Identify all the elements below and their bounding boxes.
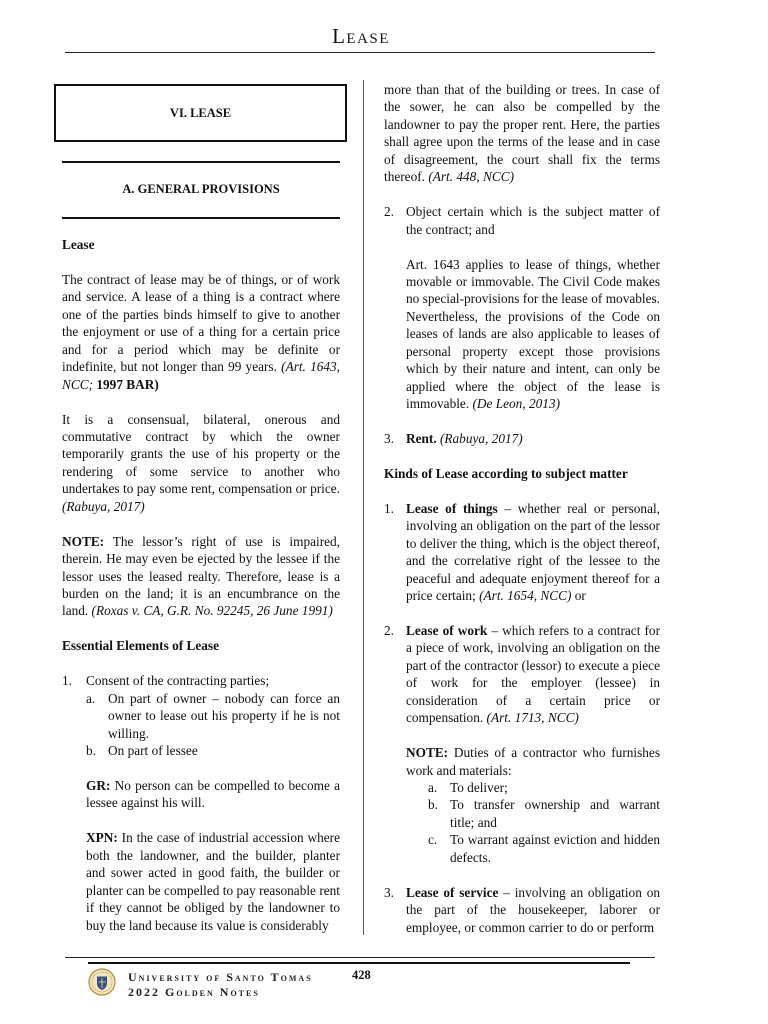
list-number: 3. <box>384 431 394 447</box>
list-number: 2. <box>384 204 394 220</box>
sub-list-item <box>428 796 660 831</box>
left-column <box>62 236 340 934</box>
xpn-label: XPN: <box>86 830 118 846</box>
lease-heading: Lease <box>62 237 95 252</box>
list-number: 1. <box>62 673 72 689</box>
citation: (Art. 1643, NCC; <box>62 359 340 392</box>
paragraph-text: Art. 1643 applies to lease of things, whether movable or immovable. The Civil Code makes no special-provisions for the lease of movables. Nevertheless, the provisions of the Code on leases of lands are also applicable to leases of personal property except those provisions which by their nature and intent, can only be applied where the object of the lease is immovable. <box>406 256 660 412</box>
list-item-text: – involving an obligation on the part of the housekeeper, laborer or employee, or common carrier to do or perform <box>406 884 660 935</box>
paragraph-text: The lessor’s right of use is impaired, therein. He may even be ejected by the lessee if the lessor uses the leased realty. Therefore, lease is a burden on the land; it is an encumbrance on the land. <box>62 533 340 619</box>
sub-list-item <box>428 779 660 796</box>
footer-publication: 2022 Golden Notes <box>128 985 260 999</box>
sub-list-item <box>86 690 340 742</box>
list-number: 1. <box>384 500 394 516</box>
list-item <box>384 203 660 238</box>
paragraph-text: It is a consensual, bilateral, onerous and commutative contract by which the owner temporarily grants the use of his property or the rendering of some service to another who undertakes to pay some rent, compensation or price. <box>62 411 340 497</box>
paragraph-text: Duties of a contractor who furnishes work and materials: <box>406 745 661 778</box>
sub-list-text: On part of owner – nobody can force an owner to lease out his property if he is not willing. <box>108 690 340 741</box>
sub-list-text: To deliver; <box>450 780 508 796</box>
list-item-body <box>406 622 660 727</box>
sub-list-text: To warrant against eviction and hidden defects. <box>450 832 660 865</box>
general-rule-paragraph <box>62 777 340 812</box>
lease-term: Lease of service <box>406 884 499 900</box>
list-item-text: – which refers to a contract for a piece of work, involving an obligation on the part of the contractor (lessor) to execute a piece of work for the employer (lessee) in consideration of a certain price or compensation. <box>406 622 661 726</box>
subsection-rule-top <box>62 161 340 163</box>
note-label: NOTE: <box>62 533 105 549</box>
footer-rule-thick <box>88 962 630 964</box>
right-column <box>384 81 660 936</box>
contractor-note <box>384 744 660 866</box>
sub-list-letter: a. <box>428 780 438 796</box>
list-item-body <box>406 884 660 936</box>
note-label: NOTE: <box>406 745 449 761</box>
section-title-box <box>54 84 347 142</box>
sub-list-letter: b. <box>428 797 438 813</box>
lease-term: Lease of work <box>406 622 488 638</box>
exception-paragraph <box>62 829 340 934</box>
list-item-text: Object certain which is the subject matter of the contract; and <box>406 204 660 237</box>
citation: (Rabuya, 2017) <box>439 431 523 447</box>
list-item <box>62 672 340 759</box>
contractor-note-intro <box>406 744 660 779</box>
column-divider <box>363 80 364 935</box>
essential-elements-heading: Essential Elements of Lease <box>62 638 219 654</box>
list-item-body <box>406 430 660 447</box>
header-rule <box>65 52 655 53</box>
note-paragraph <box>62 533 340 620</box>
art-1643-paragraph <box>384 256 660 413</box>
list-item <box>384 500 660 605</box>
list-item-text: – whether real or personal, involving an obligation on the part of the lessor to deliver the thing, which is the object thereof, and the correlative right of the lessee to the peaceful and adequate enjoyment thereof for a price certain; <box>406 500 660 604</box>
list-number: 2. <box>384 622 394 638</box>
lease-nature-paragraph <box>62 411 340 516</box>
contractor-duties-list <box>406 779 660 866</box>
list-number: 3. <box>384 884 394 900</box>
list-item-text: Consent of the contracting parties; <box>86 673 270 689</box>
section-title: VI. LEASE <box>169 106 232 120</box>
citation: (Art. 1713, NCC) <box>486 710 579 726</box>
sub-list-item <box>86 742 340 759</box>
sub-list-text: On part of lessee <box>108 743 198 759</box>
citation: (Roxas v. CA, G.R. No. 92245, 26 June 1991) <box>91 603 333 619</box>
footer-rule-thin <box>65 957 655 958</box>
gr-label: GR: <box>86 777 111 793</box>
list-item-body <box>86 672 340 759</box>
kinds-of-lease-heading: Kinds of Lease according to subject matter <box>384 465 628 481</box>
paragraph-text: No person can be compelled to become a lessee against his will. <box>86 777 340 811</box>
sub-list-item <box>428 831 660 866</box>
ust-seal-icon <box>88 968 116 996</box>
list-item-text: Rent. <box>406 431 437 447</box>
paragraph-text: The contract of lease may be of things, or of work and service. A lease of a thing is a contract where one of the parties binds himself to give to another the enjoyment or use of a thing for a certain price and for a period which may be definite or indefinite, but not longer than 99 years. <box>62 271 340 375</box>
list-item <box>384 884 660 936</box>
sub-list-text: To transfer ownership and warrant title; and <box>450 797 660 830</box>
citation: (Art. 448, NCC) <box>428 169 515 185</box>
list-item-body <box>406 500 660 605</box>
bar-reference: 1997 BAR) <box>96 376 159 392</box>
sub-list-letter: a. <box>86 690 96 706</box>
continuation-paragraph <box>384 81 660 186</box>
trailing-text: or <box>574 588 586 604</box>
list-item <box>384 622 660 727</box>
citation: (De Leon, 2013) <box>472 396 561 412</box>
subsection-title: A. GENERAL PROVISIONS <box>122 182 280 196</box>
running-header-title: Lease <box>332 24 390 48</box>
citation: (Rabuya, 2017) <box>62 498 145 514</box>
sub-list-letter: c. <box>428 832 438 848</box>
lease-term: Lease of things <box>406 500 498 516</box>
page-number: 428 <box>352 968 371 982</box>
sub-list-letter: b. <box>86 743 96 759</box>
list-item <box>384 430 660 447</box>
footer-institution: University of Santo Tomas <box>128 970 313 984</box>
citation: (Art. 1654, NCC) <box>479 588 572 604</box>
lease-definition-paragraph <box>62 271 340 393</box>
subsection-rule-bottom <box>62 217 340 219</box>
paragraph-text: In the case of industrial accession where both the landowner, and the builder, planter and sower acted in good faith, the builder or planter can be compelled to pay reasonable rent if they cannot be obliged by the landowner to buy the land because its value is considerably <box>86 830 340 933</box>
paragraph-text: more than that of the building or trees. In case of the sower, he can also be compelled by the landowner to pay the proper rent. Here, the parties shall agree upon the terms of the lease and in case of disagreement, the court shall fix the terms thereof. <box>384 82 660 185</box>
